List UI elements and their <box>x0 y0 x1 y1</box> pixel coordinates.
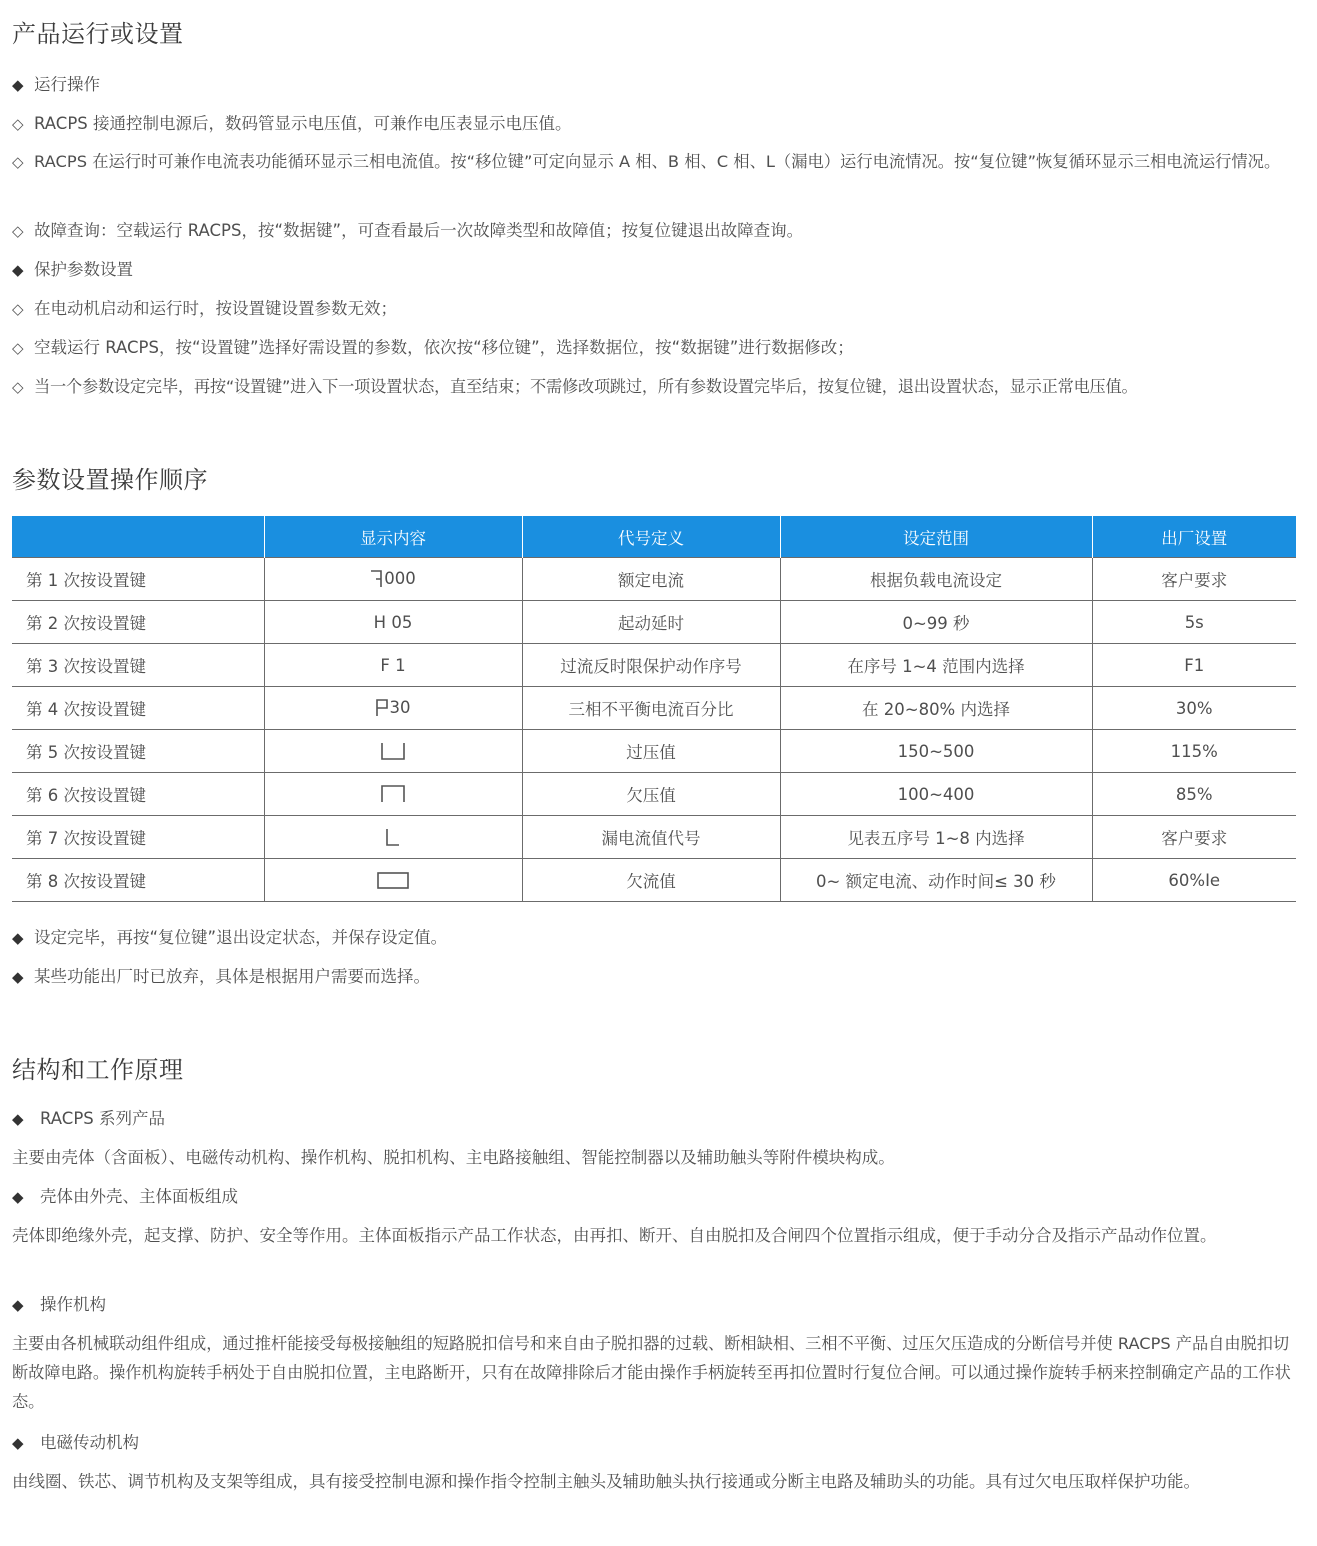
bullet-paragraph: ◇ RACPS 在运行时可兼作电流表功能循环显示三相电流值。按“移位键”可定向显示 A 相、B 相、C 相、L（漏电）运行电流情况。按“复位键”恢复循环显示三相电流运行情况。 <box>12 152 1281 171</box>
bullet-line: ◇ 当一个参数设定完毕，再按“设置键”进入下一项设置状态，直至结束；不需修改项跳过，所有参数设置完毕后，按复位键，退出设置状态，显示正常电压值。 <box>12 377 1138 396</box>
sub-heading: ◆ RACPS 系列产品 <box>12 1109 165 1128</box>
cell-display: F 1 <box>264 644 522 687</box>
segment-n-icon <box>381 785 405 803</box>
cell-factory: F1 <box>1092 644 1296 687</box>
table-header-row <box>12 516 1296 558</box>
table-row <box>12 687 1296 730</box>
bullet-line: ◇ 在电动机启动和运行时，按设置键设置参数无效； <box>12 299 397 318</box>
cell-factory: 60%Ie <box>1092 859 1296 902</box>
segment-l-icon <box>386 828 400 846</box>
segment-box-icon <box>377 871 409 889</box>
cell-range: 0~ 额定电流、动作时间≤ 30 秒 <box>780 859 1092 902</box>
cell-key: 第 6 次按设置键 <box>12 773 264 816</box>
column-header: 显示内容 <box>264 516 522 558</box>
sub-heading: ◆ 电磁传动机构 <box>12 1433 139 1452</box>
cell-range: 见表五序号 1~8 内选择 <box>780 816 1092 859</box>
cell-key: 第 3 次按设置键 <box>12 644 264 687</box>
bullet-line: ◇ RACPS 接通控制电源后，数码管显示电压值，可兼作电压表显示电压值。 <box>12 114 572 133</box>
table-row <box>12 859 1296 902</box>
cell-definition: 起动延时 <box>522 601 780 644</box>
cell-definition: 欠压值 <box>522 773 780 816</box>
cell-definition: 三相不平衡电流百分比 <box>522 687 780 730</box>
table-row <box>12 601 1296 644</box>
cell-range: 100~400 <box>780 773 1092 816</box>
cell-key: 第 5 次按设置键 <box>12 730 264 773</box>
body-paragraph: 主要由各机械联动组件组成，通过推杆能接受每极接触组的短路脱扣信号和来自由子脱扣器的过载、断相缺相、三相不平衡、过压欠压造成的分断信号并使 RACPS 产品自由脱扣切断故障电路。操作机构旋转手柄处于自由脱扣位置，主电路断开，只有在故障排除后才能由操作手柄旋转至再扣位置时行复位合闸。可以通过操作旋转手柄来控制确定产品的工作状态。 <box>12 1334 1291 1411</box>
section-title-structure: 结构和工作原理 <box>12 1056 184 1084</box>
cell-factory: 115% <box>1092 730 1296 773</box>
cell-factory: 客户要求 <box>1092 558 1296 601</box>
cell-display <box>264 816 522 859</box>
cell-display <box>264 730 522 773</box>
segment-bracket-icon <box>370 570 382 588</box>
cell-factory: 客户要求 <box>1092 816 1296 859</box>
column-header <box>12 516 264 558</box>
cell-factory: 30% <box>1092 687 1296 730</box>
cell-display: H 05 <box>264 601 522 644</box>
bullet-line: ◆ 保护参数设置 <box>12 260 133 279</box>
body-paragraph: 壳体即绝缘外壳，起支撑、防护、安全等作用。主体面板指示产品工作状态，由再扣、断开、自由脱扣及合闸四个位置指示组成，便于手动分合及指示产品动作位置。 <box>12 1226 1217 1245</box>
section-title-param-sequence: 参数设置操作顺序 <box>12 466 208 494</box>
cell-key: 第 7 次按设置键 <box>12 816 264 859</box>
column-header: 代号定义 <box>522 516 780 558</box>
cell-range: 在 20~80% 内选择 <box>780 687 1092 730</box>
cell-range: 0~99 秒 <box>780 601 1092 644</box>
cell-range: 150~500 <box>780 730 1092 773</box>
cell-key: 第 8 次按设置键 <box>12 859 264 902</box>
cell-definition: 过压值 <box>522 730 780 773</box>
sub-heading: ◆ 操作机构 <box>12 1295 106 1314</box>
bullet-line: ◆ 运行操作 <box>12 75 100 94</box>
sub-heading: ◆ 壳体由外壳、主体面板组成 <box>12 1187 238 1206</box>
body-paragraph: 由线圈、铁芯、调节机构及支架等组成，具有接受控制电源和操作指令控制主触头及辅助触头执行接通或分断主电路及辅助头的功能。具有过欠电压取样保护功能。 <box>12 1472 1200 1491</box>
cell-key: 第 4 次按设置键 <box>12 687 264 730</box>
cell-key: 第 1 次按设置键 <box>12 558 264 601</box>
table-row <box>12 773 1296 816</box>
column-header: 设定范围 <box>780 516 1092 558</box>
bullet-line: ◇ 空载运行 RACPS，按“设置键”选择好需设置的参数，依次按“移位键”，选择数据位，按“数据键”进行数据修改； <box>12 338 854 357</box>
note-line: ◆ 设定完毕，再按“复位键”退出设定状态，并保存设定值。 <box>12 928 448 947</box>
param-settings-table <box>12 516 1296 902</box>
note-line: ◆ 某些功能出厂时已放弃，具体是根据用户需要而选择。 <box>12 967 430 986</box>
table-row <box>12 730 1296 773</box>
cell-definition: 漏电流值代号 <box>522 816 780 859</box>
cell-key: 第 2 次按设置键 <box>12 601 264 644</box>
cell-factory: 85% <box>1092 773 1296 816</box>
cell-display <box>264 859 522 902</box>
segment-u-icon <box>381 742 405 760</box>
section-title-operation: 产品运行或设置 <box>12 20 184 48</box>
cell-definition: 过流反时限保护动作序号 <box>522 644 780 687</box>
cell-range: 根据负载电流设定 <box>780 558 1092 601</box>
cell-definition: 额定电流 <box>522 558 780 601</box>
cell-display: 30 <box>264 687 522 730</box>
cell-display <box>264 773 522 816</box>
table-row <box>12 558 1296 601</box>
cell-definition: 欠流值 <box>522 859 780 902</box>
table-row <box>12 644 1296 687</box>
segment-p-icon <box>376 699 388 717</box>
cell-factory: 5s <box>1092 601 1296 644</box>
body-paragraph: 主要由壳体（含面板）、电磁传动机构、操作机构、脱扣机构、主电路接触组、智能控制器以及辅助触头等附件模块构成。 <box>12 1148 895 1167</box>
cell-display: 000 <box>264 558 522 601</box>
bullet-line: ◇ 故障查询：空载运行 RACPS，按“数据键”，可查看最后一次故障类型和故障值；按复位键退出故障查询。 <box>12 221 804 240</box>
column-header: 出厂设置 <box>1092 516 1296 558</box>
table-row <box>12 816 1296 859</box>
cell-range: 在序号 1~4 范围内选择 <box>780 644 1092 687</box>
